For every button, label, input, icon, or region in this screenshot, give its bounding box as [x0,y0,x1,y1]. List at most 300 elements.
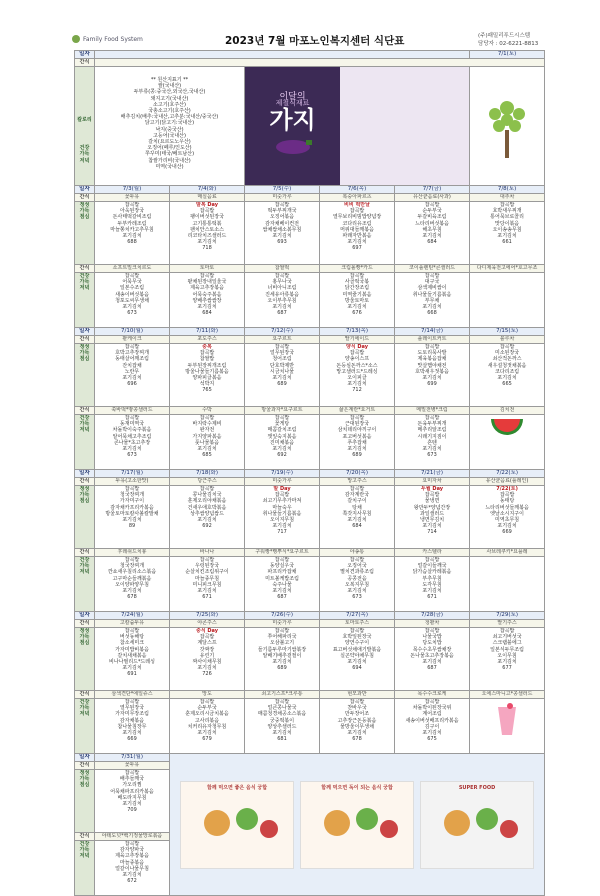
dinner-item: 만두장어조 [344,711,370,718]
lunch-cell [245,344,320,407]
day-date: 7/18(화) [170,470,245,478]
dinner-kcal: 671 [202,594,212,601]
lunch-item: 얼무된장국 [269,350,295,357]
lunch-cell [95,344,170,407]
dinner-cell [170,415,245,470]
dinner-item: 포기김치 [422,304,442,311]
dinner-item: 파프리카잡채 [267,569,297,576]
dinner-item: 잡곡밥 [349,415,365,421]
origin-item: 돼지고기(국내산) [150,95,189,102]
lunch-kcal: 765 [202,387,212,394]
lunch-item: 아욱된장국 [119,208,145,215]
lunch-item: 포기김치 [347,517,367,524]
dinner-item: 미역줄기볶음 [342,291,372,298]
dinner-item: 완자전 [199,427,215,434]
lunch-item: 마늘쫑치카고추무침 [110,226,154,233]
dinner-cell [245,699,320,754]
dinner-item: 멸치견과류조림 [340,569,374,576]
dinner-item: 포기김치 [197,730,217,737]
lunch-item: 잡곡밥 [274,202,290,208]
dinner-item: 시래기지짐이 [417,433,447,440]
dinner-item: 치커리유자청무침 [187,723,227,730]
day-date: 7/15(토) [470,328,545,336]
dinner-kcal: 676 [352,310,362,317]
lunch-item: 물냉면 [424,498,440,505]
lunch-item: 포기김치 [272,523,292,530]
origin-item: 찹쌀가리비(국내산) [148,157,191,164]
dinner-kcal: 678 [127,594,137,601]
lunch-item: 포기김치 [422,233,442,240]
day-date: 7/31(월) [95,754,170,762]
day-snack: 블루차 [470,336,545,344]
lunch-item: 포기김치 [347,381,367,388]
dinner-item: 포기김치 [347,730,367,737]
lunch-item: 건새우애호박볶음 [187,504,227,511]
lunch-item: 알배기배추겉절이 [262,652,302,659]
row-label: 정성 가득 점심 [75,344,95,407]
lunch-item: 들기름두루마기쌈볶장 [257,646,307,653]
dinner-item: 포기김치 [197,304,217,311]
origin-item: 배추김치(배추:국내산,고추분:국내산/중국산) [120,114,219,121]
day-snack: 포도주스 [170,336,245,344]
lunch-item: 잡곡밥 [499,492,515,499]
lunch-item: 잡곡밥 [199,208,215,215]
dinner-item: 잡곡밥 [124,841,140,847]
dinner-cell [245,415,320,470]
dinner-snack: 후레쉬드치봉 [95,549,170,557]
lunch-item: 순두부국 [422,208,442,215]
dinner-item: 순두부국 [197,705,217,712]
dinner-item: 닭가슴살카레볶음 [412,569,452,576]
dinner-item: 포기김치 [272,304,292,311]
day-date: 7/19(수) [245,470,320,478]
dinner-item: 감자채볶음 [119,717,145,724]
dinner-item: 물방울이무생채 [340,723,374,730]
dinner-item: 차돌박이된장국위 [412,705,452,712]
dinner-item: 포고버섯볶음 [342,433,372,440]
lunch-item: 포기김치 [197,665,217,672]
dinner-item: 포기김치 [347,446,367,453]
row-label: 건강 가득 저녁 [75,415,95,470]
lunch-kcal: 661 [502,239,512,246]
dinner-item: 잡곡밥 [274,699,290,705]
lunch-item: 팬치안스토소스 [190,226,224,233]
lunch-kcal: 696 [127,381,137,388]
dinner-item: 부추무침 [422,575,442,582]
lunch-item: 노란무 [124,368,140,375]
promo-card [300,781,414,869]
row-label: 정성 가득 점심 [75,628,95,691]
lunch-item: 쭈어해파리국 [267,634,297,641]
dinner-item: 오징어국 [347,563,367,570]
lunch-item: 잡곡밥 [424,344,440,350]
lunch-cell [95,202,170,265]
lunch-item: 잡곡밥 [349,350,365,357]
banner-line1: 이달의 [279,91,306,102]
banner-word: 가지 [269,106,316,135]
dinner-cell [170,273,245,328]
origin-item: 국총소고기(호주산) [148,108,191,115]
lunch-item: 왕만두*양념간장 [413,504,451,511]
lunch-item: 맛살햄야채전 [417,362,447,369]
lunch-item: 잡곡밥 [124,770,140,776]
lunch-item: 포기김치 [497,523,517,530]
dinner-item: 대구국 [424,279,440,286]
dinner-item: 잡곡밥 [199,273,215,279]
lunch-item: 훈제오리야채볶음 [187,498,227,505]
special-day-tag: 말복 Day [195,202,219,208]
lunch-item: 청국장찌개 [119,492,145,499]
dinner-cell [395,415,470,470]
lunch-item: 냉면무김치 [419,517,445,524]
menu-table [74,50,545,896]
lunch-item: 일본식두무조림 [490,646,524,653]
lunch-item: 오이무침 [497,652,517,659]
dinner-item: 포기김치 [272,446,292,453]
lunch-item: 느타리버섯들깨볶음 [485,504,529,511]
lunch-item: 오이송송무침 [492,226,522,233]
dinner-kcal: 671 [427,594,437,601]
lunch-cell [395,202,470,265]
dinner-snack: 쇠고기스프*크루통 [245,691,320,699]
dinner-item: 잡곡밥 [274,273,290,279]
day-date: 7/20(목) [320,470,395,478]
lunch-item: 잡곡밥 [424,202,440,208]
lunch-item: 콩나물김치국 [192,492,222,499]
lunch-kcal: 669 [502,529,512,536]
lunch-item: 배추들깨국 [119,776,145,783]
dinner-item: 포기김치 [347,588,367,595]
dinner-kcal: 673 [127,452,137,459]
dinner-item: 잡곡밥 [424,699,440,705]
lunch-item: 잡곡밥 [349,486,365,492]
dinner-item: 알어묵채고추조림 [112,433,152,440]
dinner-cell [170,557,245,612]
lunch-item: 두갈비육조림 [417,214,447,221]
lunch-item: 배도라지무침 [117,794,147,801]
dinner-item: 도각무침 [422,581,442,588]
lunch-item: 잡곡밥 [124,202,140,208]
day-date: 7/21(금) [395,470,470,478]
special-day-tag: 중복 [202,344,212,350]
row-label: 간식 [75,620,95,628]
day-snack: 망고주스 [320,478,395,486]
row-label: 건강 가득 저녁 [75,841,95,896]
dinner-item: 포기김치 [122,588,142,595]
dinner-item: 포기김치 [422,588,442,595]
promo-card [420,781,534,869]
day-date: 7/26(수) [245,612,320,620]
dinner-item: 가자미무장조림 [115,711,149,718]
row-label: 건강 가득 저녁 [75,273,95,328]
lunch-cell [395,486,470,549]
dinner-item: 방울토마토 [344,297,370,304]
dinner-snack: 찹쌀떡 [245,265,320,273]
day-date: 7/3(월) [95,186,170,194]
lunch-item: 잡곡밥 [349,208,365,215]
lunch-item: 두부된장찌개조림 [187,362,227,369]
dinner-item: 훈제오리시금치볶음 [185,711,229,718]
dinner-item: 부무채 [424,297,440,304]
lunch-cell [245,202,320,265]
lunch-item: 잡곡밥 [124,344,140,350]
day-date: 7/12(수) [245,328,320,336]
lunch-item: 단호박제반 [269,362,295,369]
lunch-item: 어묵채파프리카볶음 [110,788,154,795]
dinner-snack: 김치전 [470,407,545,415]
lunch-kcal: 699 [427,381,437,388]
row-label: 일자 [75,470,95,478]
dinner-item: 양상추샐러드 [267,723,297,730]
lunch-item: 잔치잡채 [122,362,142,369]
lunch-cell [170,202,245,265]
lunch-item: 잡곡밥 [199,634,215,641]
row-label: 정성 가득 점심 [75,770,95,833]
lunch-item: 포기김치 [347,659,367,666]
lunch-item: 포기김치 [347,239,367,246]
lunch-item: 두부카레조림 [117,220,147,227]
day-snack: 매실음료 [170,194,245,202]
lunch-kcal: 709 [127,807,137,814]
lunch-item: 코다리유조림 [342,220,372,227]
dinner-item: 잡곡밥 [424,557,440,563]
dinner-cell [470,557,545,612]
lunch-item: 가자미밥비볶음 [115,646,149,653]
lunch-item: 포기김치 [122,233,142,240]
dinner-item: 얼큰콩나물국 [267,705,297,712]
lunch-kcal: 718 [202,245,212,252]
lunch-item: 리코타치즈샐러드 [187,233,227,240]
dinner-item: 고추장근돈등볶음 [337,717,377,724]
day-snack: 꽃두유 [95,194,170,202]
dinner-item: 어묵숙주볶음 [192,291,222,298]
lunch-kcal: 693 [277,239,287,246]
dinner-item: 포기김치 [272,588,292,595]
dinner-item: 잡곡밥 [199,415,215,421]
day-date: 7/6(목) [320,186,395,194]
day-snack: 딸기에이드 [320,336,395,344]
dinner-kcal: 692 [277,452,287,459]
dinner-item: 매콤갈치조림 [267,427,297,434]
lunch-item: 엣날소시지구이 [490,510,524,517]
lunch-item: 가오리찜 [122,782,142,789]
dinner-item: 포기김치 [122,446,142,453]
dinner-item: 홍무나국 [272,279,292,286]
dinner-kcal: 685 [202,452,212,459]
dinner-item: 진세유아류볶음 [265,291,299,298]
lunch-item: 스크램블에그 [492,640,522,647]
day-date: 7/1(토) [470,51,545,59]
day-snack: 유산균음료(사과) [395,194,470,202]
row-label: 간식 [75,691,95,699]
lunch-item: 쇠산적돈까스 [492,356,522,363]
dinner-item: 삼치데리야끼구이 [337,427,377,434]
page-title: 2023년 7월 마포노인복지센터 식단표 [225,35,405,47]
lunch-item: 미소된장국 [494,350,520,357]
origin-item: 두부류(콩:중국산,외국산,국내산) [133,89,206,96]
tree-illustration [470,67,545,186]
lunch-item: 마늘숙우 [272,504,292,511]
lunch-cell [320,202,395,265]
row-label: 간식 [75,762,95,770]
lunch-item: 버섯동해탕 [119,634,145,641]
row-label: 간식 [75,194,95,202]
special-day-tag: 7/22(토) [496,486,518,492]
lunch-item: 포기김치 [122,517,142,524]
origin-title: ** 원산지표기 ** [150,77,189,83]
lunch-item: 표고버섯채애기발볶음 [332,646,382,653]
food-photo-icon [307,791,407,851]
dinner-kcal: 684 [202,310,212,317]
dinner-snack: 카스텔라 [395,549,470,557]
origin-item: 오징어(페루/인도산) [147,145,192,152]
lunch-item: 포기김치 [497,375,517,382]
row-label: 일자 [75,754,95,762]
dinner-snack: 방울과자*요구르트 [245,407,320,415]
origin-item: 쌀(국내산) [157,83,182,90]
lunch-item: 새우설청젓채볶음 [487,362,527,369]
banner-line2: 제철식재료 [275,98,310,107]
lunch-item: 시금치나물 [269,368,295,375]
lunch-item: 쪽갓지사무침 [342,510,372,517]
lunch-item: 실곤약야채무침 [340,652,374,659]
dinner-item: 메추리알조림 [417,427,447,434]
dinner-item: 새송이버섯배프리카볶음 [405,717,459,724]
dinner-snack: 코이플렌틴*콘샐러드 [395,265,470,273]
lunch-item: 갈치구이 [347,498,367,505]
dinner-item: 잡곡밥 [424,273,440,279]
dinner-kcal: 689 [352,452,362,459]
lunch-item: 통어묵브로콜리 [490,214,524,221]
dinner-item: 얼갈이들깨국 [417,563,447,570]
special-day-tag: 비비 떡만날 [344,202,370,208]
dinner-item: 오이부추무침 [267,297,297,304]
lunch-item: 쇠고기무추가마져 [262,498,302,505]
day-date: 7/27(목) [320,612,395,620]
dinner-cell [320,273,395,328]
dinner-item: 포기김치 [122,730,142,737]
smoothie-icon [492,699,522,739]
dinner-item: 바지락수제비 [192,421,222,428]
lunch-item: 감자채베이컨전 [265,220,299,227]
lunch-item: 돈사태떡갈비조림 [112,214,152,221]
lunch-item: 방울토마토칼사볼칼발채 [105,510,159,517]
dinner-snack: 삼색견단*에일쥬스 [95,691,170,699]
dinner-cell [470,415,545,470]
origin-item: 갈치(요르도노우산) [148,139,191,146]
lunch-item: 맛당이볶음 [494,220,520,227]
lunch-kcal: 717 [277,529,287,536]
lunch-kcal: 687 [427,665,437,672]
dinner-item: 삼색제비쌈이 [417,285,447,292]
day-snack: 요미자차 [395,478,470,486]
lunch-cell [470,628,545,691]
lunch-cell [170,344,245,407]
lunch-cell [245,628,320,691]
dinner-item: 잡곡밥 [349,273,365,279]
eggplant-icon [273,134,313,156]
day-date: 7/29(토) [470,612,545,620]
lunch-item: 상추쌈양념쌈드 [190,510,224,517]
lunch-item: 호박잎된장국 [342,634,372,641]
day-date: 7/28(금) [395,612,470,620]
lunch-item: 잡곡밥 [349,628,365,634]
row-label: 건강 가득 저녁 [75,557,95,612]
company-contact: 담당자 : 02-6221-8813 [478,41,539,47]
lunch-item: 열무보리비빔밥양념장 [332,214,382,221]
day-snack: 유산균음료(플레인) [470,478,545,486]
dinner-item: 취나물들기름볶음 [412,291,452,298]
day-snack: 복숭아파르츠 [320,194,395,202]
dinner-kcal: 675 [427,736,437,743]
dinner-item: 잡곡밥 [199,557,215,563]
lunch-item: 해초무침 [422,226,442,233]
dinner-item: 포기김치 [122,872,142,879]
lunch-item: 갓짜장 [199,646,215,653]
lunch-item: 머위대들깨볶음 [340,226,374,233]
lunch-kcal: 89 [128,523,136,530]
day-snack: 미숫가루 [245,478,320,486]
lunch-item: 잡곡밥 [199,486,215,492]
dinner-item: 마늘종무침 [194,575,220,582]
origin-item: 쭈꾸미(태국/베트남산) [144,151,195,158]
dinner-cell [395,699,470,754]
lunch-item: 파래자반볶음 [342,233,372,240]
row-label: 일자 [75,612,95,620]
lunch-cell [470,344,545,407]
lunch-item: 잡곡밥 [274,492,290,499]
dinner-snack: 오에스마니고*콩샐러드 [470,691,545,699]
logo-text: Family Food System [83,35,143,43]
dinner-item: 찬바우국 [347,705,367,712]
lunch-item: 포기김치 [272,233,292,240]
lunch-item: 호박고추장찌개 [115,350,149,357]
lunch-item: 석박지 [199,381,215,388]
lunch-cell [395,628,470,691]
special-day-tag: 중식 Day [195,628,219,634]
day-date: 7/24(월) [95,612,170,620]
day-date: 7/17(월) [95,470,170,478]
lunch-item: 가자미구이 [119,498,145,505]
day-date: 7/13(목) [320,328,395,336]
dinner-item: 고구마순들깨볶음 [112,575,152,582]
dinner-item: 공콩전음 [347,575,367,582]
dinner-item: 돈육두부찌개 [417,421,447,428]
lunch-item: 잡곡밥 [499,344,515,350]
lunch-kcal: 726 [202,671,212,678]
promo-title: 함께 먹으면 독이 되는 음식 궁합 [321,784,393,791]
dinner-item: 제육고추장볶음 [115,853,149,860]
dinner-cell [245,557,320,612]
dinner-snack: 망도 [170,691,245,699]
lunch-cell [95,628,170,691]
dinner-item: 포기김치 [422,730,442,737]
day-snack: 두유(고소한맛) [95,478,170,486]
food-photo-icon [187,791,287,851]
lunch-item: 포기김치 [422,659,442,666]
dinner-item: 김구이 [424,723,440,730]
dinner-item: 순살치킨조림위구이 [185,569,229,576]
row-label: 일자 [75,51,95,59]
lunch-item: 감자채카프리카볶음 [110,504,154,511]
dinner-snack: 현모과반 [320,691,395,699]
dinner-item: 잡곡밥 [124,699,140,705]
lunch-cell [395,344,470,407]
day-snack: 고칼슘두유 [95,620,170,628]
dinner-item: 청포도씨무생채 [115,297,149,304]
dinner-item: 미니피크무침 [192,581,222,588]
kcal-label: 칼로리 [77,117,92,123]
